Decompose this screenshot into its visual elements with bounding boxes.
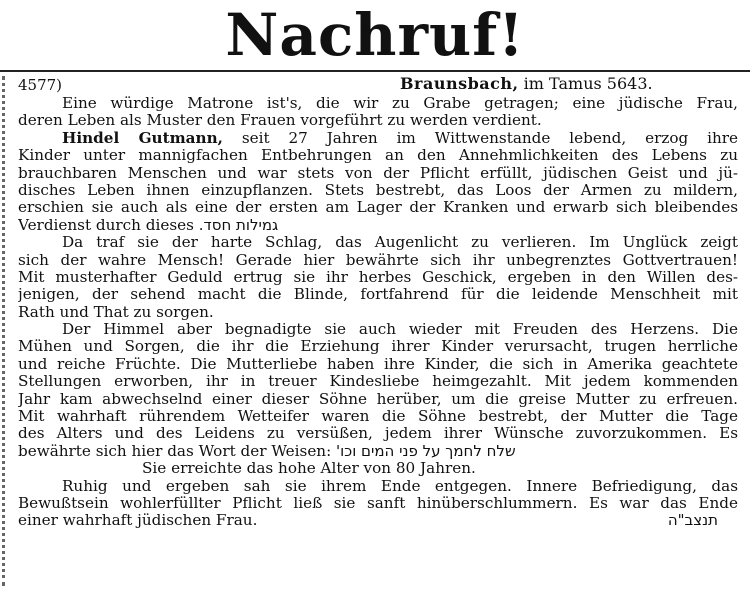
text-line: erschien sie auch als eine der ersten am Lager der Kranken und erwarb sich bleibendes [18, 199, 738, 217]
text-line: Der Himmel aber begnadigte sie auch wieder mit Freuden des Herzens. Die [62, 321, 738, 339]
text-fragment: bewährte sich hier das Wort der Weisen: [18, 442, 337, 460]
text-line: Jahr kam abwechselnd einer dieser Söhne herüber, um die greise Mutter zu erfreuen. [18, 390, 738, 408]
hebrew-phrase: גמילות חסד. [198, 216, 279, 234]
text-fragment: seit 27 Jahren im Wittwenstande lebend, erzog ihre [222, 129, 738, 147]
text-line: des Alters und des Leidens zu versüßen, jedem ihrer Wünsche zuvorzukommen. Es [18, 425, 738, 443]
text-line [18, 512, 738, 529]
text-line: deren Leben als Muster den Frauen vorgeführt zu werden verdient. [18, 112, 542, 130]
text-fragment: einer wahrhaft jüdischen Frau. [18, 512, 258, 530]
text-line: sich der wahre Mensch! Gerade hier bewährte sich ihr unbegrenztes Gottvertrauen! [18, 251, 738, 269]
hebrew-quote: שלח לחמך על פני המים וכו' [336, 442, 516, 460]
dateline-date: im Tamus 5643. [518, 74, 653, 93]
text-line: Da traf sie der harte Schlag, das Augenlicht zu verlieren. Im Unglück zeigt [62, 234, 738, 252]
hebrew-closing-formula: תנצב"ה [667, 512, 718, 530]
dateline-place: Braunsbach, [400, 74, 519, 93]
text-line: Stellungen erworben, ihr in treuer Kindesliebe heimgezahlt. Mit jedem kommenden [18, 373, 738, 391]
column-edge-border [2, 76, 15, 586]
obituary-body [18, 95, 738, 530]
text-line: Eine würdige Matrone ist's, die wir zu Grabe getragen; eine jüdische Frau, [62, 95, 738, 112]
text-line: Sie erreichte das hohe Alter von 80 Jahren. [142, 460, 476, 478]
text-fragment: Verdienst durch dieses [18, 216, 199, 234]
text-line: Bewußtsein wohlerfüllter Pflicht ließ sie sanft hinüberschlummern. Es war das Ende [18, 494, 738, 512]
text-line: brauchbaren Menschen und war stets von der Pflicht erfüllt, jüdischen Geist und jü- [18, 164, 738, 182]
title-divider [0, 70, 750, 72]
text-line: Ruhig und ergeben sah sie ihrem Ende entgegen. Innere Befriedigung, das [62, 477, 738, 495]
text-line [18, 443, 738, 460]
text-line: Mit wahrhaft rührendem Wetteifer waren die Söhne bestrebt, der Mutter die Tage [18, 408, 738, 426]
text-line: disches Leben ihnen einzupflanzen. Stets bestrebt, das Loos der Armen zu mildern, [18, 181, 738, 199]
text-line [18, 217, 738, 234]
dateline [400, 73, 740, 95]
text-line: Kinder unter mannigfachen Entbehrungen an den Annehmlichkeiten des Lebens zu [18, 147, 738, 165]
notice-number: 4577) [18, 76, 63, 94]
deceased-name: Hindel Gutmann, [62, 129, 223, 147]
text-line: jenigen, der sehend macht die Blinde, fortfahrend für die leidende Menschheit mit [18, 286, 738, 304]
text-line: Mühen und Sorgen, die ihr die Erziehung ihrer Kinder verursacht, trugen herrliche [18, 338, 738, 356]
page-title: Nachruf! [225, 1, 525, 69]
text-line: und reiche Früchte. Die Mutterliebe haben ihre Kinder, die sich in Amerika geachtete [18, 355, 738, 373]
text-line: Rath und That zu sorgen. [18, 303, 214, 321]
text-line [18, 130, 738, 147]
text-line: Mit musterhafter Geduld ertrug sie ihr herbes Geschick, ergeben in den Willen des- [18, 268, 738, 286]
